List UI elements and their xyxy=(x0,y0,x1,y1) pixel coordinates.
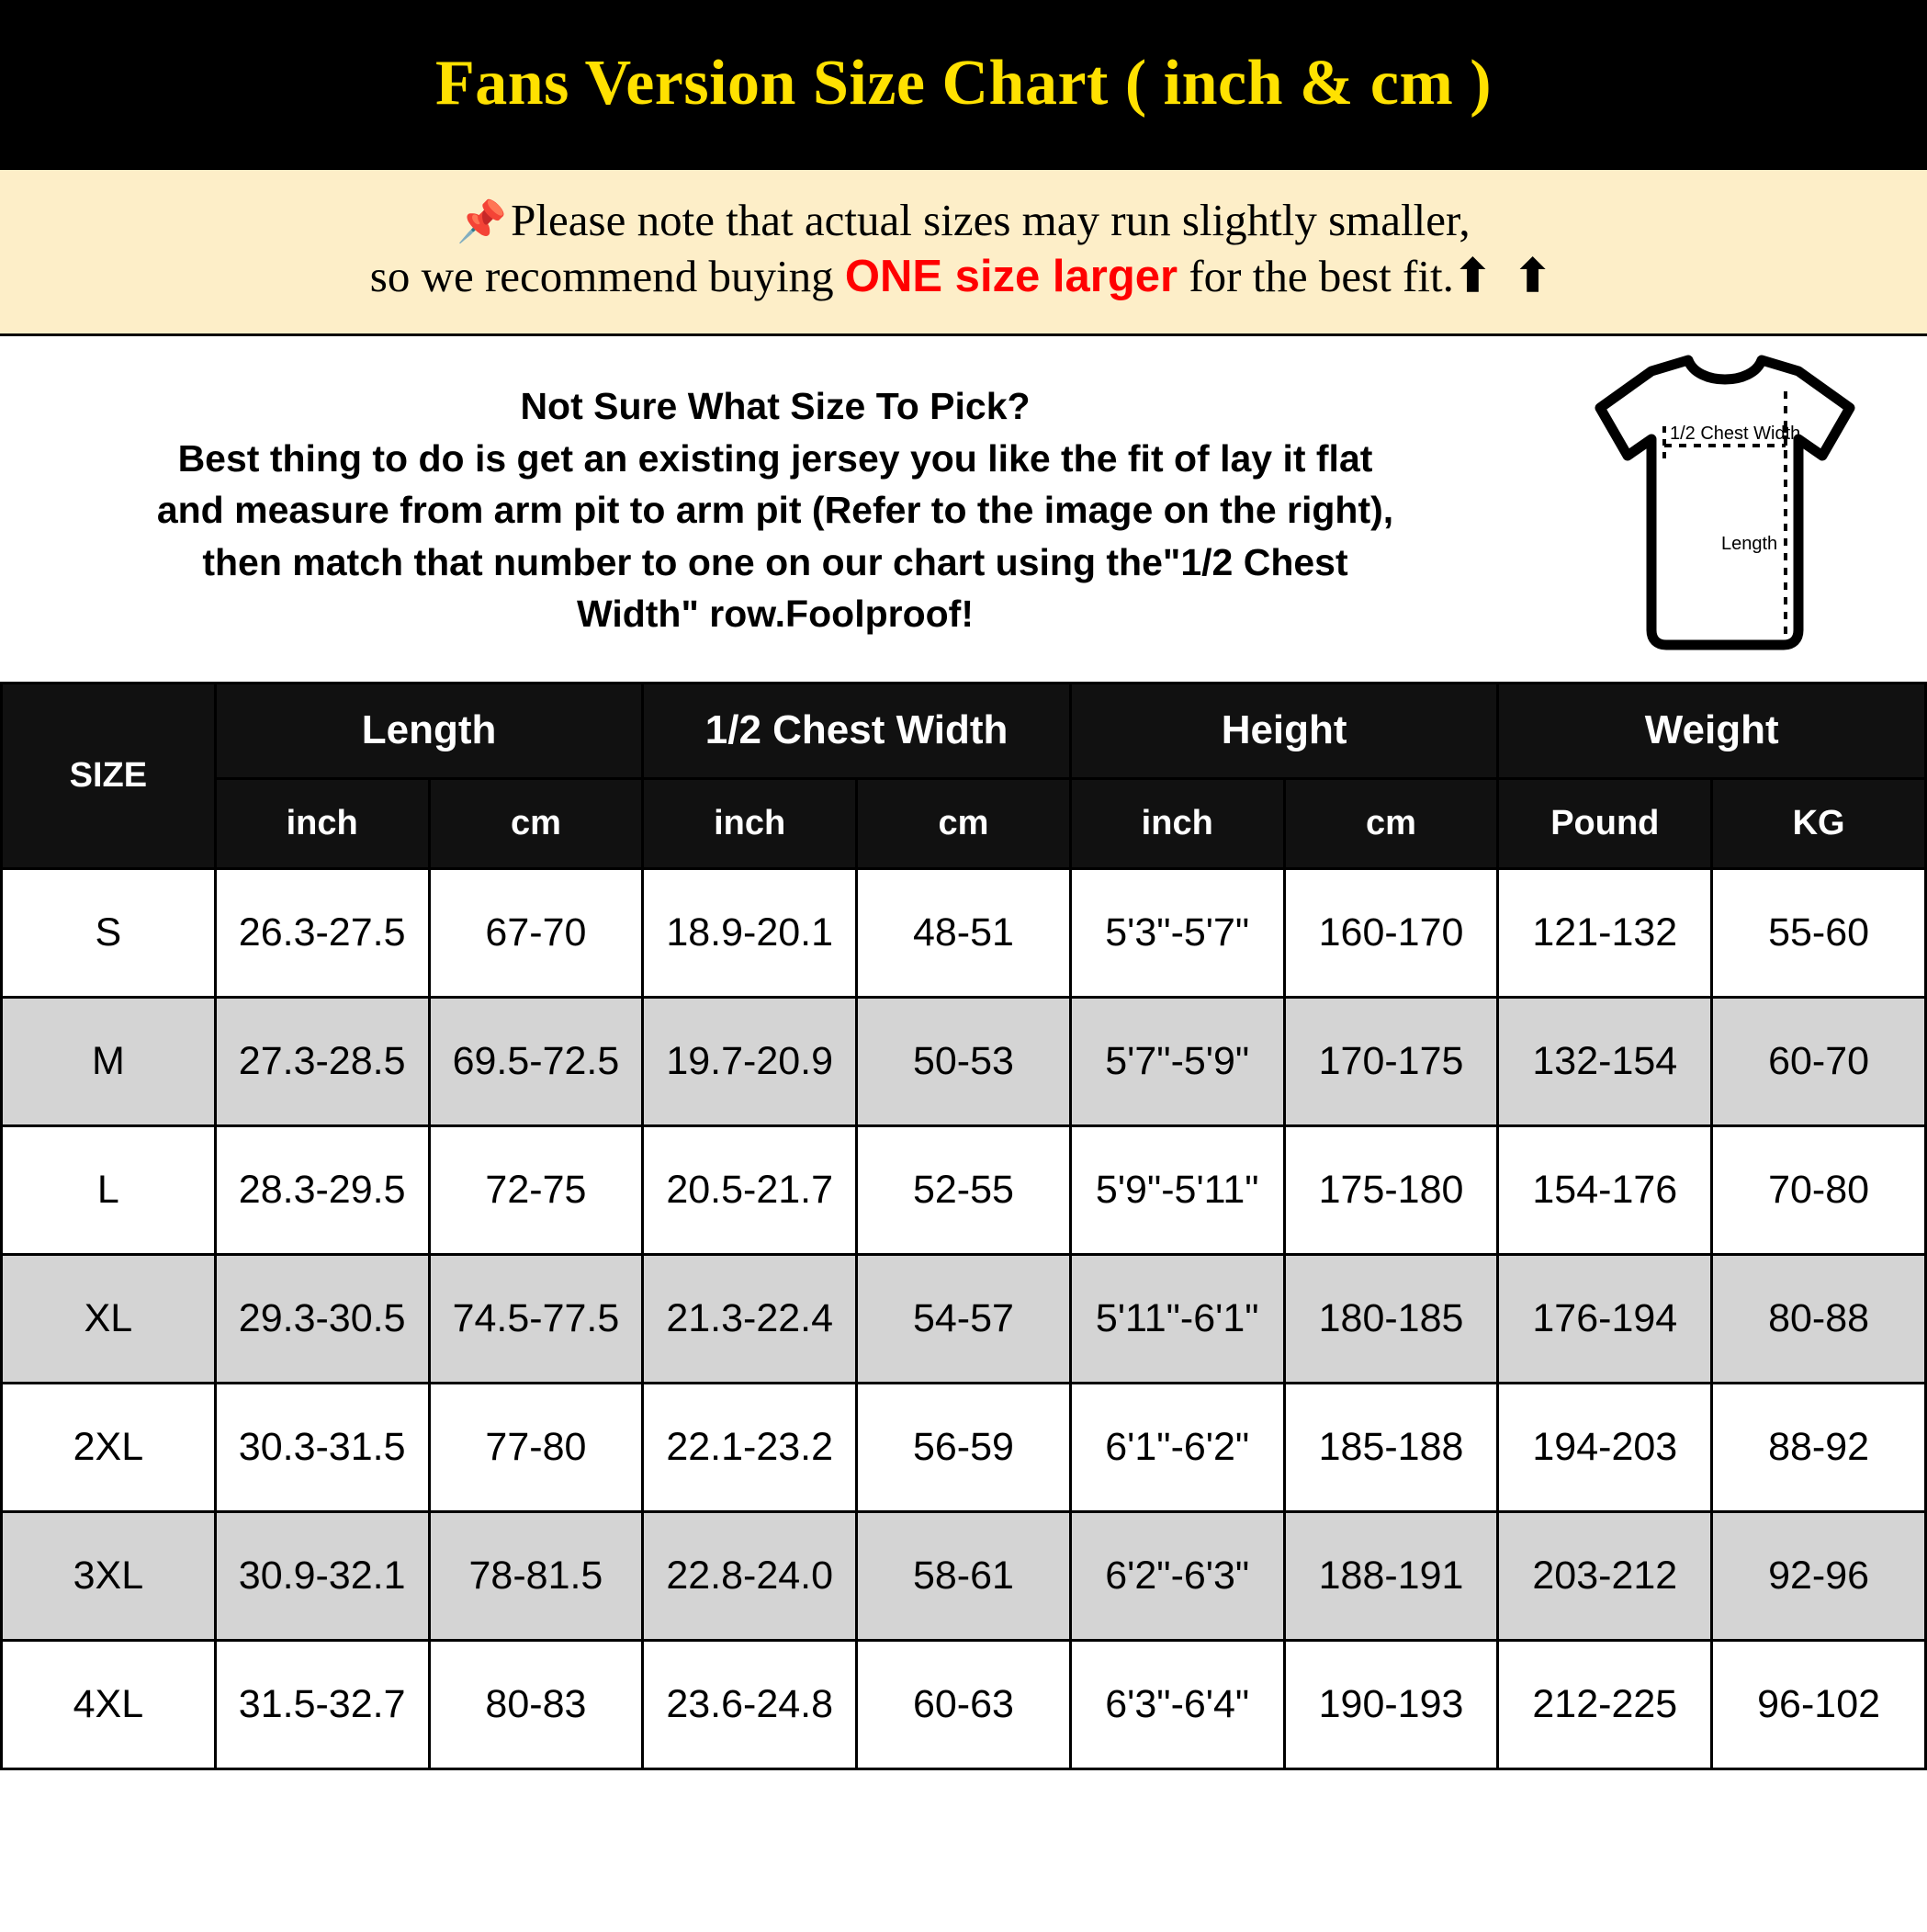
up-arrows-icon: ⬆ ⬆ xyxy=(1453,251,1558,302)
measurement-cell: 31.5-32.7 xyxy=(215,1640,429,1768)
tshirt-diagram xyxy=(1532,355,1918,667)
measurement-cell: 70-80 xyxy=(1712,1125,1926,1254)
measurement-cell: 5'9"-5'11" xyxy=(1070,1125,1284,1254)
size-label-cell: S xyxy=(2,868,216,997)
advice-line-4: Width" row.Foolproof! xyxy=(577,593,974,636)
measurement-cell: 72-75 xyxy=(429,1125,643,1254)
measurement-cell: 26.3-27.5 xyxy=(215,868,429,997)
advice-heading: Not Sure What Size To Pick? xyxy=(520,385,1031,428)
note-text-2-post: for the best fit. xyxy=(1178,251,1454,302)
measurement-cell: 80-88 xyxy=(1712,1254,1926,1383)
size-label-cell: 2XL xyxy=(2,1383,216,1511)
size-label-cell: 4XL xyxy=(2,1640,216,1768)
header-group-length: Length xyxy=(215,683,643,778)
table-head xyxy=(2,683,1926,868)
measurement-cell: 48-51 xyxy=(857,868,1071,997)
pushpin-icon: 📌 xyxy=(456,199,508,244)
advice-line-1: Best thing to do is get an existing jersey you like the fit of lay it flat xyxy=(177,436,1373,480)
measurement-cell: 6'2"-6'3" xyxy=(1070,1511,1284,1640)
measurement-cell: 52-55 xyxy=(857,1125,1071,1254)
note-line-1 xyxy=(18,192,1909,248)
measurement-cell: 30.3-31.5 xyxy=(215,1383,429,1511)
measurement-cell: 78-81.5 xyxy=(429,1511,643,1640)
measurement-cell: 27.3-28.5 xyxy=(215,997,429,1125)
measurement-cell: 175-180 xyxy=(1284,1125,1498,1254)
note-text-2-pre: so we recommend buying xyxy=(369,251,845,302)
measurement-cell: 5'7"-5'9" xyxy=(1070,997,1284,1125)
measurement-cell: 28.3-29.5 xyxy=(215,1125,429,1254)
header-unit-weight-pound: Pound xyxy=(1498,778,1712,868)
table-header-groups xyxy=(2,683,1926,778)
measurement-cell: 121-132 xyxy=(1498,868,1712,997)
measurement-cell: 80-83 xyxy=(429,1640,643,1768)
table-row xyxy=(2,1640,1926,1768)
measurement-cell: 22.8-24.0 xyxy=(643,1511,857,1640)
measurement-cell: 154-176 xyxy=(1498,1125,1712,1254)
measurement-cell: 30.9-32.1 xyxy=(215,1511,429,1640)
measurement-cell: 21.3-22.4 xyxy=(643,1254,857,1383)
measurement-cell: 77-80 xyxy=(429,1383,643,1511)
measurement-cell: 6'3"-6'4" xyxy=(1070,1640,1284,1768)
measurement-cell: 19.7-20.9 xyxy=(643,997,857,1125)
size-label-cell: M xyxy=(2,997,216,1125)
title-bar xyxy=(0,0,1927,167)
table-row xyxy=(2,1383,1926,1511)
measurement-cell: 29.3-30.5 xyxy=(215,1254,429,1383)
advice-line-3: then match that number to one on our chart using the"1/2 Chest xyxy=(202,540,1348,583)
measurement-cell: 188-191 xyxy=(1284,1511,1498,1640)
measurement-cell: 58-61 xyxy=(857,1511,1071,1640)
measurement-cell: 5'3"-5'7" xyxy=(1070,868,1284,997)
measurement-cell: 185-188 xyxy=(1284,1383,1498,1511)
measurement-cell: 160-170 xyxy=(1284,868,1498,997)
header-group-height: Height xyxy=(1070,683,1498,778)
measurement-cell: 5'11"-6'1" xyxy=(1070,1254,1284,1383)
measurement-cell: 203-212 xyxy=(1498,1511,1712,1640)
header-group-weight: Weight xyxy=(1498,683,1926,778)
table-row xyxy=(2,868,1926,997)
measurement-cell: 74.5-77.5 xyxy=(429,1254,643,1383)
tshirt-measurement-icon xyxy=(1541,355,1909,667)
note-emphasis: ONE size larger xyxy=(844,252,1178,302)
measurement-cell: 60-63 xyxy=(857,1640,1071,1768)
size-label-cell: 3XL xyxy=(2,1511,216,1640)
measurement-cell: 60-70 xyxy=(1712,997,1926,1125)
page-title: Fans Version Size Chart ( inch & cm ) xyxy=(434,48,1493,119)
size-label-cell: XL xyxy=(2,1254,216,1383)
advice-line-2: and measure from arm pit to arm pit (Refer to the image on the right), xyxy=(156,489,1394,532)
table-row xyxy=(2,1125,1926,1254)
measurement-cell: 67-70 xyxy=(429,868,643,997)
note-line-2 xyxy=(18,248,1909,305)
table-body xyxy=(2,868,1926,1768)
measurement-cell: 20.5-21.7 xyxy=(643,1125,857,1254)
measurement-cell: 69.5-72.5 xyxy=(429,997,643,1125)
header-unit-length-cm: cm xyxy=(429,778,643,868)
advice-section xyxy=(0,336,1927,682)
measurement-cell: 88-92 xyxy=(1712,1383,1926,1511)
note-text-1: Please note that actual sizes may run slightly smaller, xyxy=(511,195,1471,245)
measurement-cell: 22.1-23.2 xyxy=(643,1383,857,1511)
measurement-cell: 23.6-24.8 xyxy=(643,1640,857,1768)
measurement-cell: 92-96 xyxy=(1712,1511,1926,1640)
measurement-cell: 212-225 xyxy=(1498,1640,1712,1768)
measurement-cell: 132-154 xyxy=(1498,997,1712,1125)
measurement-cell: 6'1"-6'2" xyxy=(1070,1383,1284,1511)
header-unit-length-inch: inch xyxy=(215,778,429,868)
measurement-cell: 170-175 xyxy=(1284,997,1498,1125)
header-unit-height-cm: cm xyxy=(1284,778,1498,868)
header-group-chest: 1/2 Chest Width xyxy=(643,683,1071,778)
chest-width-label: 1/2 Chest Width xyxy=(1670,423,1801,444)
note-banner xyxy=(0,167,1927,336)
advice-text xyxy=(9,380,1532,640)
measurement-cell: 18.9-20.1 xyxy=(643,868,857,997)
measurement-cell: 96-102 xyxy=(1712,1640,1926,1768)
measurement-cell: 180-185 xyxy=(1284,1254,1498,1383)
measurement-cell: 55-60 xyxy=(1712,868,1926,997)
measurement-cell: 56-59 xyxy=(857,1383,1071,1511)
measurement-cell: 190-193 xyxy=(1284,1640,1498,1768)
table-row xyxy=(2,1254,1926,1383)
size-label-cell: L xyxy=(2,1125,216,1254)
table-row xyxy=(2,997,1926,1125)
size-chart-table xyxy=(0,682,1927,1770)
table-row xyxy=(2,1511,1926,1640)
table-header-units xyxy=(2,778,1926,868)
header-unit-weight-kg: KG xyxy=(1712,778,1926,868)
measurement-cell: 176-194 xyxy=(1498,1254,1712,1383)
header-size: SIZE xyxy=(2,683,216,868)
header-unit-chest-inch: inch xyxy=(643,778,857,868)
measurement-cell: 50-53 xyxy=(857,997,1071,1125)
header-unit-height-inch: inch xyxy=(1070,778,1284,868)
measurement-cell: 194-203 xyxy=(1498,1383,1712,1511)
measurement-cell: 54-57 xyxy=(857,1254,1071,1383)
header-unit-chest-cm: cm xyxy=(857,778,1071,868)
length-label: Length xyxy=(1721,533,1778,554)
